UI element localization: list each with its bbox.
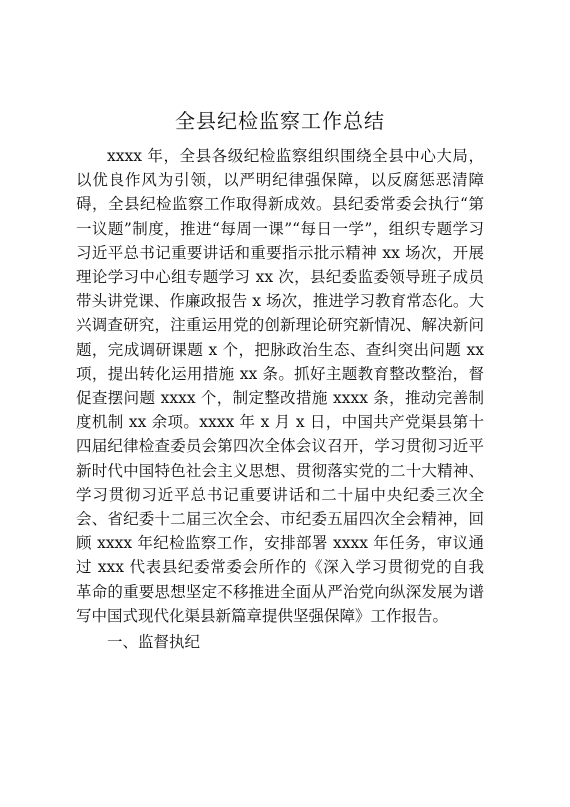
document-title: 全县纪检监察工作总结 [175,109,385,133]
section-heading: 一、监督执纪 [107,633,201,652]
body-paragraph: xxxx 年，全县各级纪检监察组织围绕全县中心大局，以优良作风为引领，以严明纪律强保障，以反腐惩恶清障碍，全县纪检监察工作取得新成效。县纪委常委会执行“第一议题”制度，推进“每周一课”“每日一学”，组织专题学习习近平总书记重要讲话和重要指示批示精神 xx 场次，开展理论学习中心组专题学习 xx 次，县纪委监委领导班子成员带头讲党课、作廉政报告 x 场次，推进学习教育常态化。大兴调查研究，注重运用党的创新理论研究新情况、解决新问题，完成调研课题 x 个，把脉政治生态、查纠突出问题 xx 项，提出转化运用措施 xx 条。抓好主题教育整改整治，督促查摆问题 xxxx 个，制定整改措施 xxxx 条，推动完善制度机制 xx 余项。xxxx 年 x 月 x 日，中国共产党渠县第十四届纪律检查委员会第四次全体会议召开，学习贯彻习近平新时代中国特色社会主义思想、贯彻落实党的二十大精神、学习贯彻习近平总书记重要讲话和二十届中央纪委三次全会、省纪委十二届三次全会、市纪委五届四次全会精神，回顾 xxxx 年纪检监察工作，安排部署 xxxx 年任务，审议通过 xxx 代表县纪委常委会所作的《深入学习贯彻党的自我革命的重要思想坚定不移推进全面从严治党向纵深发展为谱写中国式现代化渠县新篇章提供坚强保障》工作报告。 [76,147,484,625]
